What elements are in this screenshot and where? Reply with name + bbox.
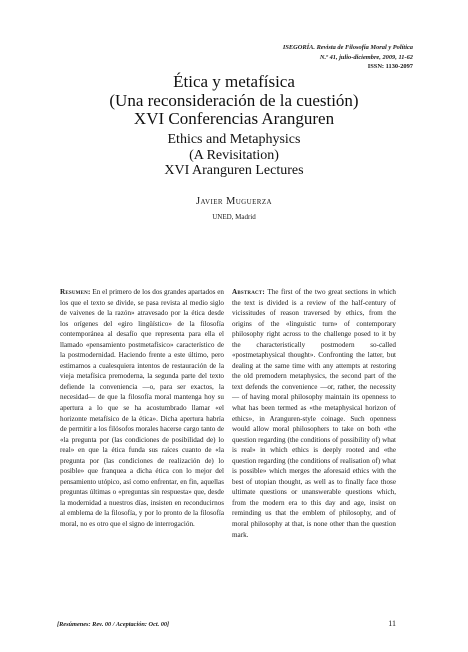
author-affiliation: UNED, Madrid [212, 213, 256, 221]
spanish-abstract [60, 287, 224, 530]
spanish-title [0, 73, 468, 129]
journal-header [283, 43, 413, 72]
journal-name: ISEGORÍA. Revista de Filosofía Moral y Política [282, 44, 413, 51]
resumen-text: En el primero de los dos grandes apartados en los que el texto se divide, se pasa revista al medio siglo de vaivenes de la razón» atravesado por la ética desde los orígenes del «giro lingüístico» de la filosofía contemporánea al desafío que representa para ella el llamado «pensamiento postmetafísico» característico de la postmodernidad. Haciendo frente a este último, pero estimamos a cualesquiera intentos de restauración de la vieja metafísica premoderna, la segunda parte del texto defiende la conveniencia —o, para ser exactos, la necesidad— de que la filosofía moral mantenga hoy su apertura a lo que se ha acostumbrado llamar «el horizonte metafísico de la ética». Dicha apertura habría de permitir a los filósofos morales hacerse cargo tanto de «la pregunta por (las condiciones de posibilidad de) lo real» en que la ética funda sus raíces cuanto de «la pregunta por (las condiciones de realización de) lo posible» que franquea a dicha ética con lo mejor del pensamiento utópico, así como enfrentar, en fin, aquellas preguntas últimas o «preguntas sin respuesta» que, desde la modernidad a nuestros días, insisten en reconducirnos al emblema de la filosofía, y por lo pronto de la filosofía moral, no es otro que el signo de interrogación. [60, 288, 224, 529]
spanish-title-line-1: Ética y metafísica [173, 72, 295, 91]
english-title-line-2: (A Revisitation) [189, 147, 279, 163]
english-abstract [232, 287, 396, 540]
english-title-line-3: XVI Aranguren Lectures [164, 163, 304, 178]
journal-issn: ISSN: 1130-2097 [367, 63, 413, 70]
author-name: Javier Muguerza [196, 196, 272, 207]
spanish-title-line-2: (Una reconsideración de la cuestión) [109, 90, 359, 110]
spanish-title-line-3: XVI Conferencias Aranguren [133, 109, 335, 128]
submission-dates: [Resúmenes: Rev. 00 / Aceptación: Oct. 00] [57, 621, 170, 628]
english-title-line-1: Ethics and Metaphysics [167, 132, 301, 147]
abstract-label: Abstract: [232, 288, 265, 296]
english-title [0, 132, 468, 179]
page-number: 11 [388, 619, 396, 628]
abstract-text: The first of the two great sections in which the text is divided is a review of the half-century of vicissitudes of reason traversed by ethics, from the origins of the «linguistic turn» of contemporary philosophy right across to the challenge posed to it by the characteristically postmodern so-called «postmetaphysical thought». Confronting the latter, but dealing at the same time with any attempts at restoring the old premodern metaphysics, the second part of the text defends the convenience —or, rather, the necessity— of having moral philosophy maintain its openness to what has been termed as «the metaphysical horizon of ethics», in Aranguren-style coinage. Such openness would allow moral philosophers to take on both «the question regarding (the conditions of possibility of) what is real» in which ethics is deeply rooted and «the question regarding (the conditions of realisation of) what is possible» which merges the aforesaid ethics with the best of utopian thought, as well as to finally face those ultimate questions or unanswerable questions which, from the modern era to this day and age, insist on reminding us that the emblem of philosophy, and of moral philosophy at that, is none other than the question mark. [232, 288, 396, 539]
journal-issue: N.º 41, julio-diciembre, 2009, 11-62 [319, 53, 413, 61]
resumen-label: Resumen: [60, 288, 91, 296]
